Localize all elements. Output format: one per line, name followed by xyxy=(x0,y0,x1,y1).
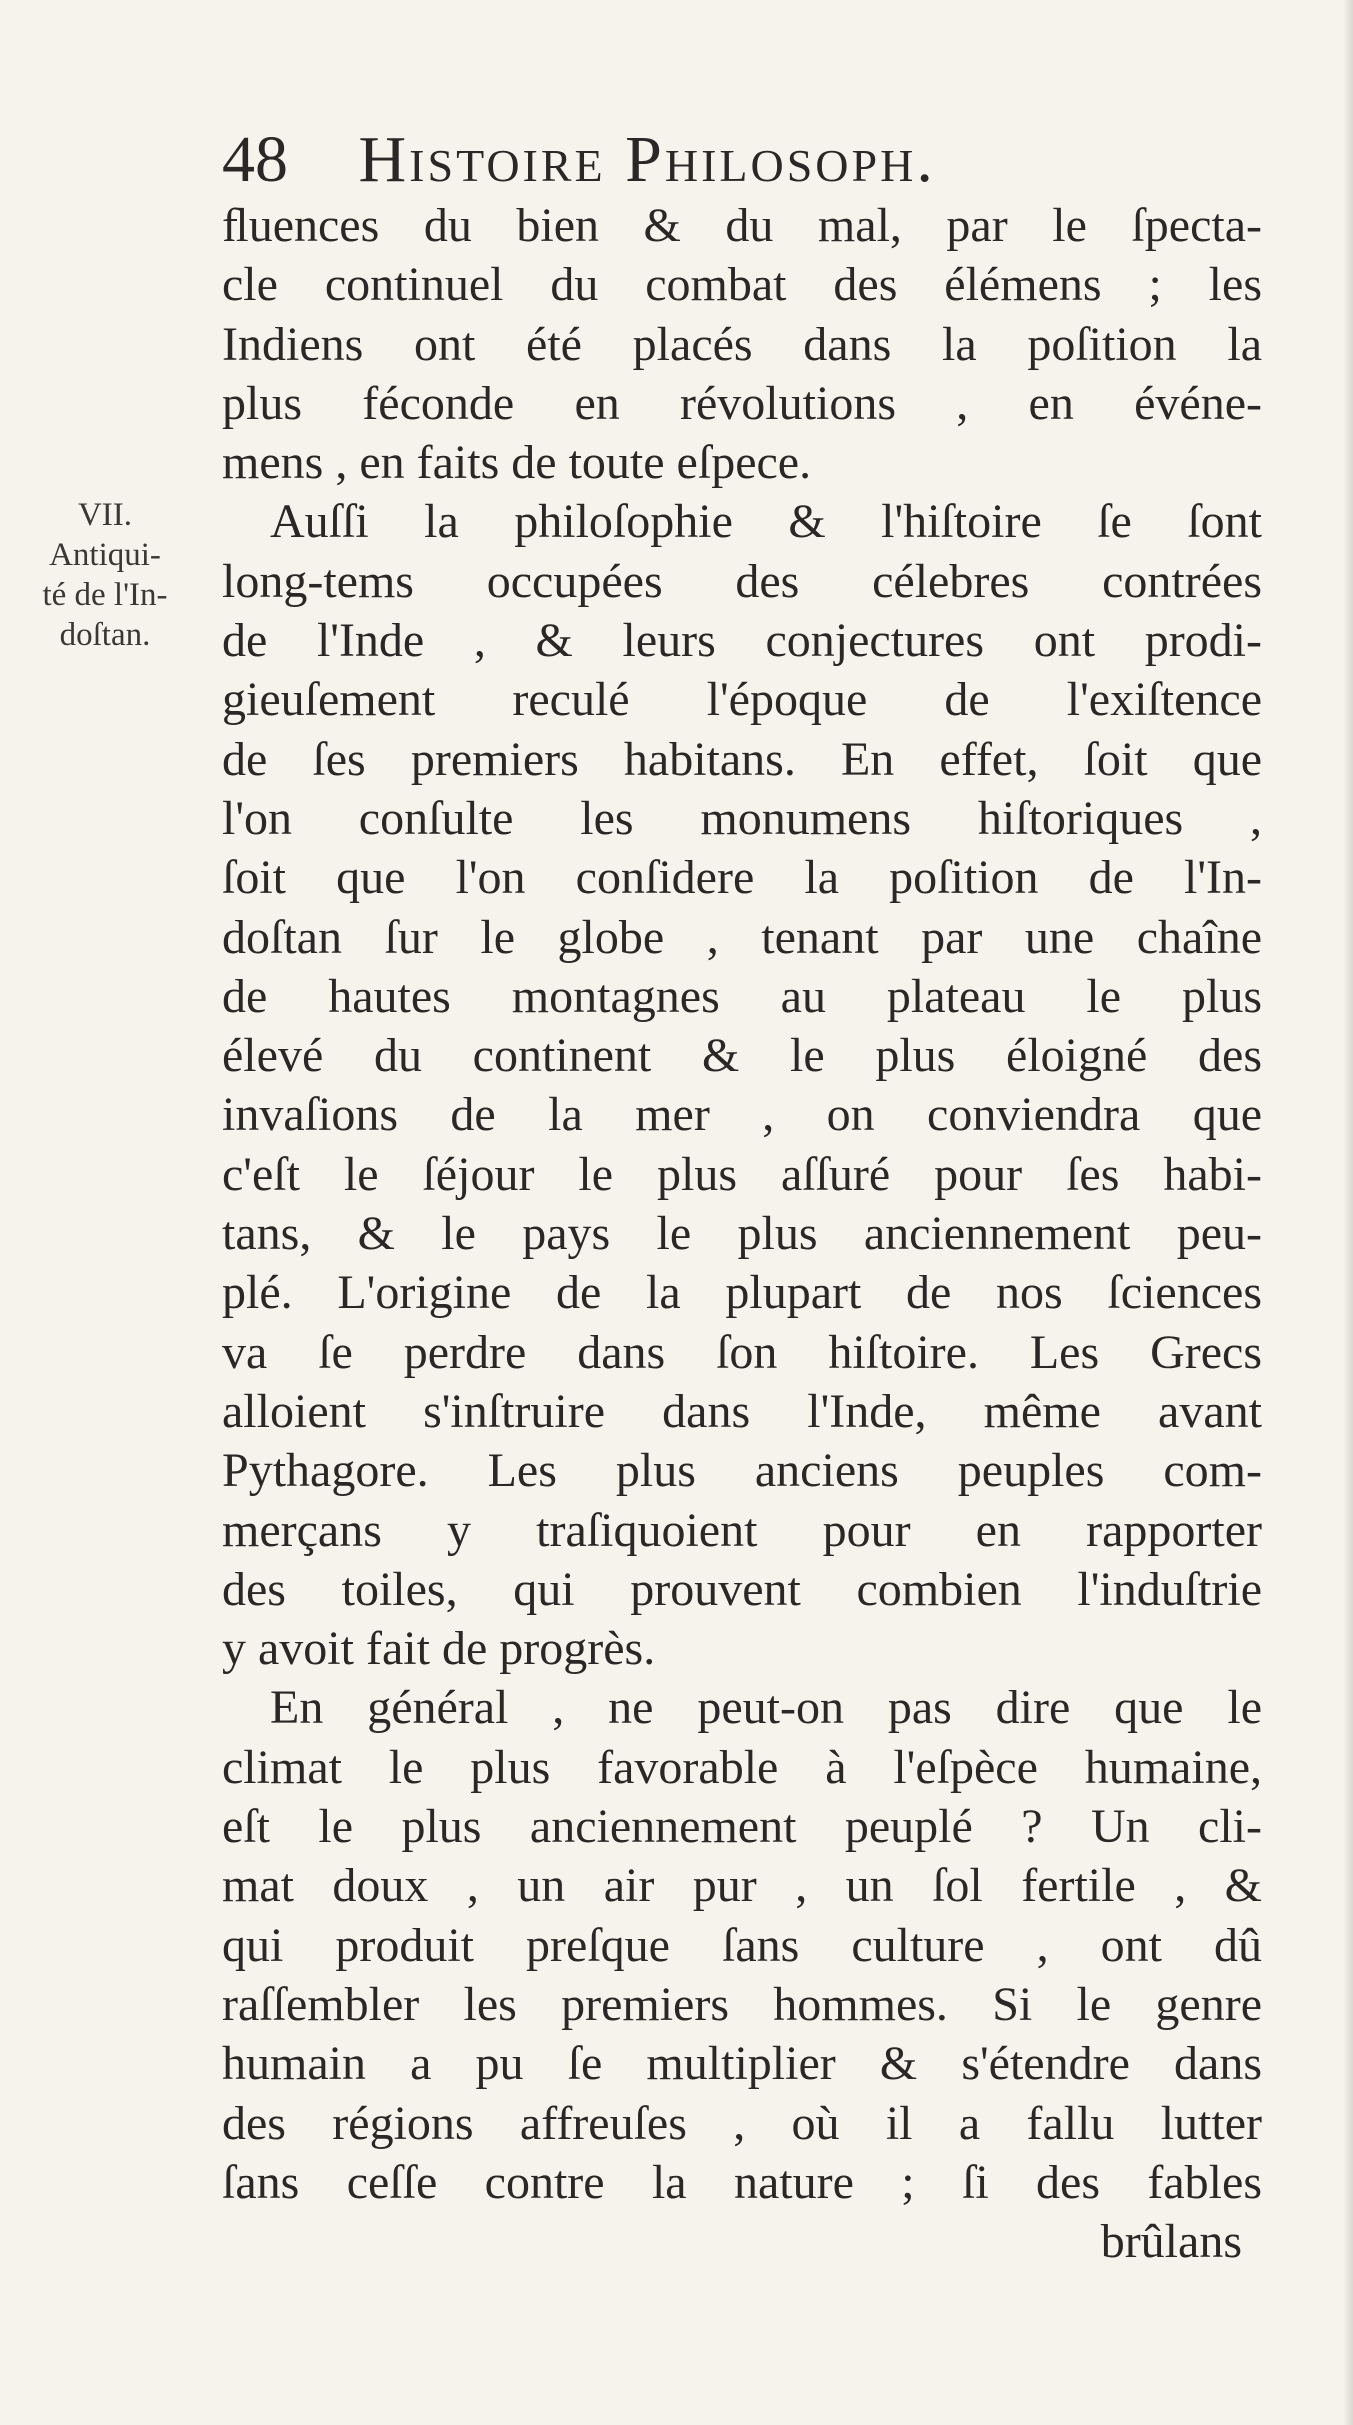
text-line: eſt le plus anciennement peuplé ? Un cli- xyxy=(222,1800,1262,1854)
text-line: c'eſt le ſéjour le plus aſſuré pour ſes habi- xyxy=(222,1147,1262,1201)
margin-note-line: VII. xyxy=(77,497,133,533)
page-edge-shadow xyxy=(1343,0,1353,2425)
text-line: ſans ceſſe contre la nature ; ſi des fables xyxy=(222,2155,1262,2209)
text-line: gieuſement reculé l'époque de l'exiſtence xyxy=(222,673,1262,727)
text-line: climat le plus favorable à l'eſpèce humaine, xyxy=(222,1740,1262,1794)
text-line: brûlans xyxy=(1100,2215,1242,2269)
page-number: 48 xyxy=(222,123,288,196)
text-line: mat doux , un air pur , un ſol fertile , & xyxy=(222,1859,1262,1913)
text-line: l'on conſulte les monumens hiſtoriques , xyxy=(222,791,1262,845)
text-line: Pythagore. Les plus anciens peuples com- xyxy=(222,1444,1262,1498)
text-line: ſoit que l'on conſidere la poſition de l'In- xyxy=(222,851,1262,905)
text-line: plé. L'origine de la plupart de nos ſciences xyxy=(222,1266,1262,1320)
text-line: y avoit fait de progrès. xyxy=(222,1622,656,1676)
text-line: va ſe perdre dans ſon hiſtoire. Les Grecs xyxy=(222,1325,1262,1379)
margin-note-line: té de l'In- xyxy=(42,577,168,613)
text-line: merçans y traſiquoient pour en rapporter xyxy=(222,1503,1262,1557)
body-text xyxy=(222,196,1262,2271)
text-line: ﬂuences du bien & du mal, par le ſpecta- xyxy=(222,199,1262,252)
margin-note-line: Antiqui- xyxy=(49,537,161,573)
page-header xyxy=(222,115,1242,205)
margin-note-line: doſtan. xyxy=(59,617,151,653)
text-line: raſſembler les premiers hommes. Si le genre xyxy=(222,1977,1262,2031)
text-line: En général , ne peut-on pas dire que le xyxy=(270,1681,1262,1735)
text-line: Auſſi la philoſophie & l'hiſtoire ſe ſont xyxy=(270,495,1262,549)
text-line: invaſions de la mer , on conviendra que xyxy=(222,1088,1262,1142)
running-title: Histoire Philosoph. xyxy=(358,123,936,196)
text-line: des toiles, qui prouvent combien l'induſtrie xyxy=(222,1562,1262,1616)
text-line: mens , en faits de toute eſpece. xyxy=(222,436,812,490)
margin-note xyxy=(30,495,180,655)
text-line: élevé du continent & le plus éloigné des xyxy=(222,1029,1262,1083)
text-line: doſtan ſur le globe , tenant par une chaîne xyxy=(222,910,1262,964)
text-line: tans, & le pays le plus anciennement peu- xyxy=(222,1207,1262,1261)
text-line: de l'Inde , & leurs conjectures ont prodi- xyxy=(222,614,1262,668)
text-line: long-tems occupées des célebres contrées xyxy=(222,554,1262,608)
text-line: des régions affreuſes , où il a fallu lutter xyxy=(222,2096,1262,2150)
text-line: de hautes montagnes au plateau le plus xyxy=(222,969,1262,1023)
text-line: alloient s'inſtruire dans l'Inde, même avant xyxy=(222,1384,1262,1438)
text-line: humain a pu ſe multiplier & s'étendre dans xyxy=(222,2037,1262,2091)
text-line: cle continuel du combat des élémens ; les xyxy=(222,258,1262,312)
text-line: plus féconde en révolutions , en événe- xyxy=(222,376,1262,430)
text-line: de ſes premiers habitans. En effet, ſoit que xyxy=(222,732,1262,786)
text-line: qui produit preſque ſans culture , ont dû xyxy=(222,1918,1262,1972)
text-line: Indiens ont été placés dans la poſition la xyxy=(222,317,1262,371)
